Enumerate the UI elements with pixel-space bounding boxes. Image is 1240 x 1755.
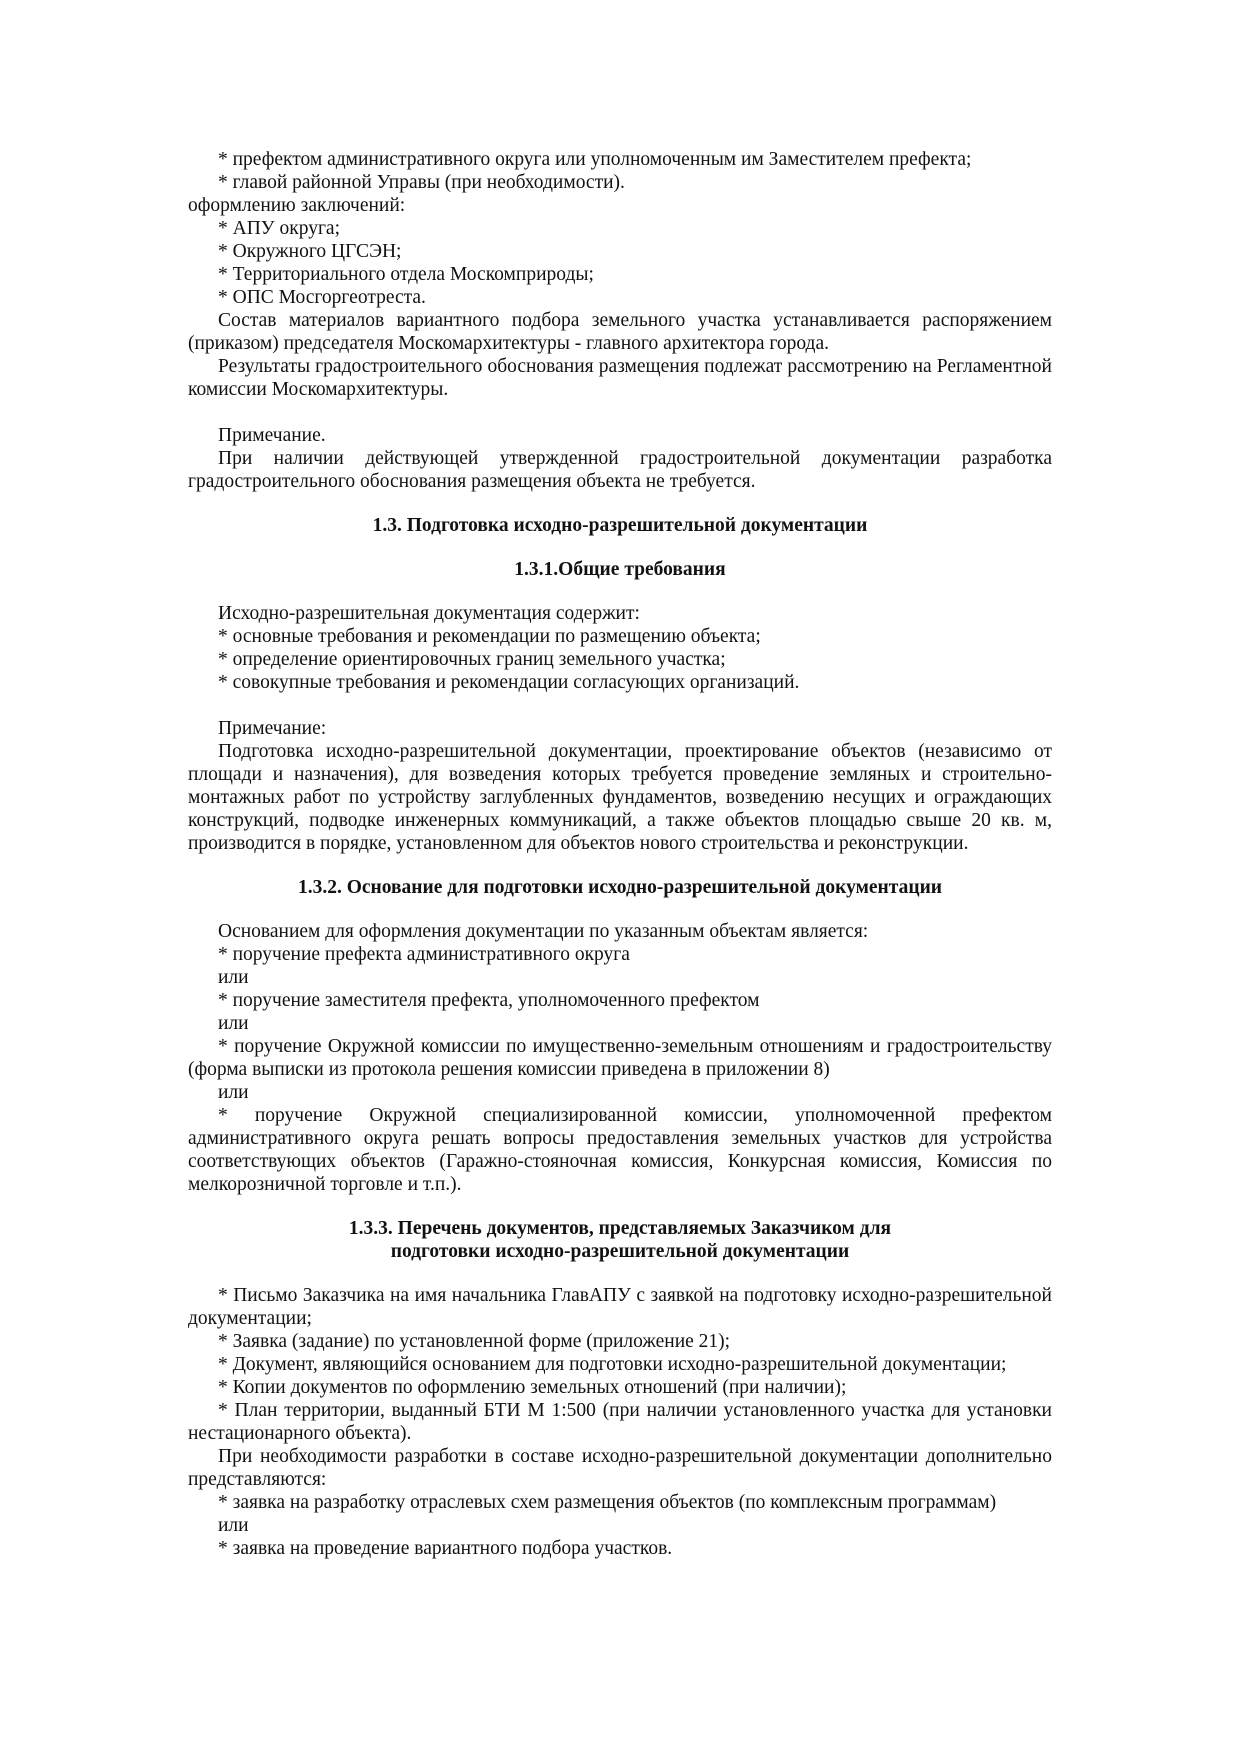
basis-or-2: или (218, 1013, 249, 1034)
section-1-3-title: 1.3. Подготовка исходно-разрешительной документации (372, 515, 868, 536)
docs-paragraph-letter: * Письмо Заказчика на имя начальника ГлавАПУ с заявкой на подготовку исходно-разрешительной документации; (188, 1285, 1052, 1329)
intro-note-label: Примечание. (218, 425, 326, 446)
intro-note-text: При наличии действующей утвержденной градостроительной документации разработка градостроительного обоснования размещения объекта не требуется. (188, 448, 1052, 492)
docs-line-land-copies: * Копии документов по оформлению земельных отношений (при наличии); (218, 1377, 847, 1398)
req-note-label: Примечание: (218, 718, 327, 739)
intro-paragraph-materials: Состав материалов вариантного подбора земельного участка устанавливается распоряжением (приказом) председателя Москомархитектуры - главного архитектора города. (188, 310, 1052, 354)
intro-line-apu: * АПУ округа; (218, 218, 341, 239)
intro-line-moskompriroda: * Территориального отдела Москомприроды; (218, 264, 594, 285)
section-1-3-3-title-line-2: подготовки исходно-разрешительной документации (390, 1241, 850, 1262)
req-note-text: Подготовка исходно-разрешительной документации, проектирование объектов (независимо от площади и назначения), для возведения которых требуется проведение земляных и строительно-монтажных работ по устройству заглубленных фундаментов, возведению несущих и ограждающих конструкций, подводке инженерных коммуникаций, а также объектов площадью свыше 20 кв. м, производится в порядке, установленном для объектов нового строительства и реконструкции. (188, 741, 1052, 854)
basis-or-3: или (218, 1082, 249, 1103)
section-1-3-2-title: 1.3.2. Основание для подготовки исходно-разрешительной документации (297, 877, 943, 898)
docs-paragraph-bti-plan: * План территории, выданный БТИ М 1:500 (при наличии установленного участка для установки нестационарного объекта). (188, 1400, 1052, 1444)
basis-paragraph-special-commission: * поручение Окружной специализированной комиссии, уполномоченной префектом административного округа решать вопросы предоставления земельных участков для устройства соответствующих объектов (Гаражно-стояночная комиссия, Конкурсная комиссия, Комиссия по мелкорозничной торговле и т.п.). (188, 1105, 1052, 1195)
intro-line-conclusions: оформлению заключений: (188, 195, 406, 216)
intro-paragraph-results: Результаты градостроительного обоснования размещения подлежат рассмотрению на Регламентной комиссии Москомархитектуры. (188, 356, 1052, 400)
docs-or-1: или (218, 1515, 249, 1536)
basis-or-1: или (218, 967, 249, 988)
basis-line-prefect: * поручение префекта административного округа (218, 944, 630, 965)
req-line-borders: * определение ориентировочных границ земельного участка; (218, 649, 726, 670)
intro-line-district: * главой районной Управы (при необходимости). (218, 172, 625, 193)
req-line-basic: * основные требования и рекомендации по размещению объекта; (218, 626, 761, 647)
docs-line-industry-schemes: * заявка на разработку отраслевых схем размещения объектов (по комплексным программам) (218, 1492, 997, 1513)
docs-line-basis-document: * Документ, являющийся основанием для подготовки исходно-разрешительной документации; (218, 1354, 1007, 1375)
req-line-contents: Исходно-разрешительная документация содержит: (218, 603, 640, 624)
intro-line-cgsen: * Окружного ЦГСЭН; (218, 241, 402, 262)
section-1-3-3-title-line-1: 1.3.3. Перечень документов, представляемых Заказчиком для (348, 1218, 892, 1239)
basis-paragraph-commission: * поручение Окружной комиссии по имущественно-земельным отношениям и градостроительству (форма выписки из протокола решения комиссии приведена в приложении 8) (188, 1036, 1052, 1080)
basis-line-intro: Основанием для оформления документации по указанным объектам является: (218, 921, 869, 942)
intro-line-ops: * ОПС Мосгоргеотреста. (218, 287, 426, 308)
basis-line-deputy: * поручение заместителя префекта, уполномоченного префектом (218, 990, 760, 1011)
docs-line-variant-selection: * заявка на проведение вариантного подбора участков. (218, 1538, 673, 1559)
intro-line-prefect: * префектом административного округа или уполномоченным им Заместителем префекта; (218, 149, 972, 170)
document-page (188, 148, 1052, 1560)
req-line-aggregate: * совокупные требования и рекомендации согласующих организаций. (218, 672, 800, 693)
docs-line-application: * Заявка (задание) по установленной форме (приложение 21); (218, 1331, 731, 1352)
docs-paragraph-additional: При необходимости разработки в составе исходно-разрешительной документации дополнительно представляются: (188, 1446, 1052, 1490)
section-1-3-1-title: 1.3.1.Общие требования (514, 559, 726, 580)
